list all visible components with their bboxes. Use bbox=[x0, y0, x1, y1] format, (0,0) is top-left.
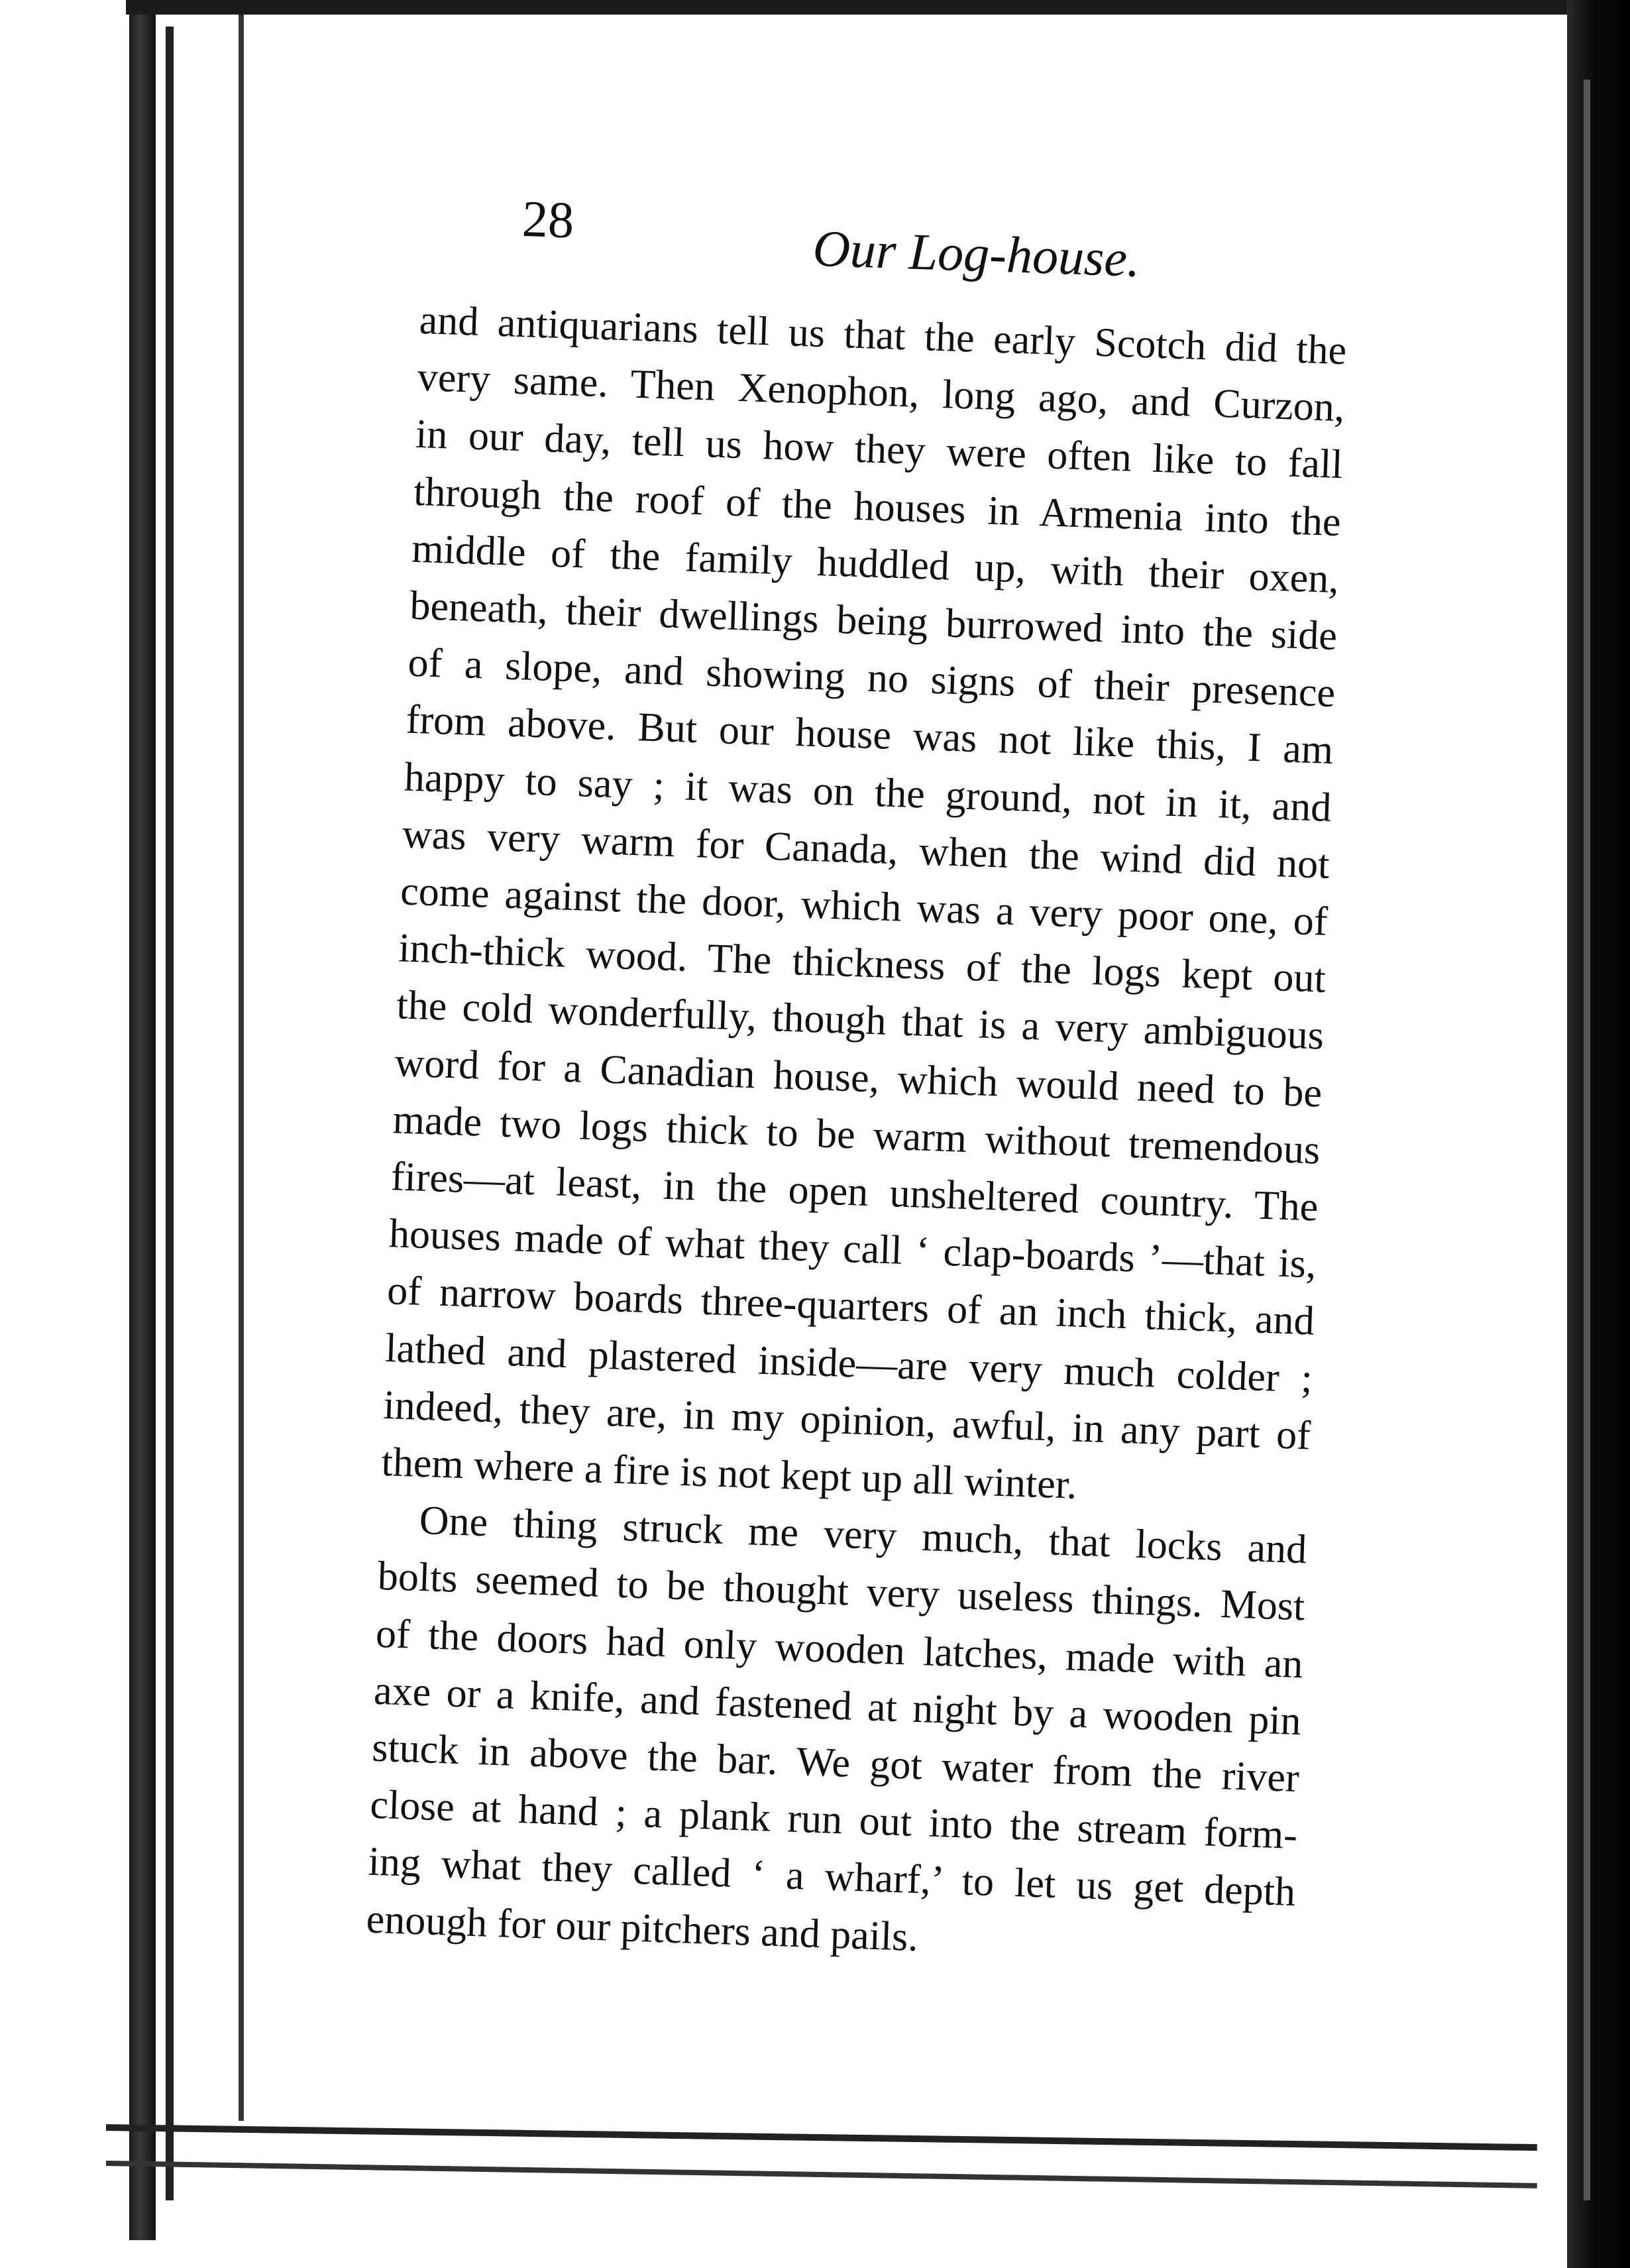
text-line: beneath, their dwellings being burrowed into the side bbox=[409, 583, 1338, 659]
text-line: word for a Canadian house, which would need to be bbox=[394, 1039, 1323, 1116]
binding-shadow bbox=[129, 13, 156, 2240]
text-line: happy to say ; it was on the ground, not in it, and bbox=[403, 754, 1332, 830]
bottom-page-edge bbox=[106, 2124, 1537, 2151]
page-edge-line bbox=[166, 27, 174, 2200]
text-line: of a slope, and showing no signs of their presence bbox=[407, 640, 1336, 716]
page-edge-line bbox=[239, 0, 244, 2121]
text-line: houses made of what they call ‘ clap-boards ’—that is, bbox=[388, 1211, 1317, 1287]
text-line: through the roof of the houses in Armenia into the bbox=[413, 469, 1342, 545]
text-line: the cold wonderfully, though that is a very ambiguous bbox=[396, 982, 1325, 1059]
text-line: lathed and plastered inside—are very much colder ; bbox=[384, 1325, 1313, 1402]
text-line: close at hand ; a plank run out into the stream form- bbox=[369, 1782, 1298, 1858]
text-line: in our day, tell us how they were often like to fall bbox=[415, 412, 1344, 488]
text-line: was very warm for Canada, when the wind did not bbox=[402, 811, 1331, 887]
text-line: bolts seemed to be thought very useless things. Most bbox=[376, 1554, 1306, 1630]
top-scan-edge bbox=[126, 0, 1630, 15]
text-line: axe or a knife, and fastened at night by a wooden pin bbox=[373, 1668, 1302, 1744]
paragraph-1 bbox=[380, 292, 1453, 1525]
text-line: ing what they called ‘ a wharf,’ to let us get depth bbox=[367, 1839, 1297, 1915]
text-line: them where a fire is not kept up all winter. bbox=[380, 1440, 1078, 1508]
right-page-edge-line bbox=[1584, 80, 1590, 2200]
text-line: indeed, they are, in my opinion, awful, in any part of bbox=[382, 1382, 1311, 1459]
text-line: come against the door, which was a very poor one, of bbox=[400, 868, 1329, 944]
text-line: from above. But our house was not like this, I am bbox=[405, 697, 1334, 773]
running-title: Our Log-house. bbox=[812, 219, 1142, 288]
text-line: One thing struck me very much, that locks and bbox=[418, 1498, 1308, 1573]
paragraph-2 bbox=[365, 1491, 1413, 1982]
text-line: enough for our pitchers and pails. bbox=[365, 1896, 919, 1960]
right-scan-edge bbox=[1567, 0, 1630, 2268]
bottom-page-edge bbox=[106, 2161, 1537, 2188]
text-line: very same. Then Xenophon, long ago, and Curzon, bbox=[416, 355, 1346, 431]
text-line: of the doors had only wooden latches, made with an bbox=[375, 1611, 1304, 1687]
text-line: inch-thick wood. The thickness of the logs kept out bbox=[398, 925, 1327, 1001]
text-line: stuck in above the bar. We got water from the river bbox=[371, 1725, 1300, 1801]
text-line: made two logs thick to be warm without tremendous bbox=[392, 1097, 1321, 1173]
page-number: 28 bbox=[521, 189, 575, 249]
text-line: and antiquarians tell us that the early Scotch did the bbox=[418, 297, 1348, 374]
text-line: fires—at least, in the open unsheltered country. The bbox=[390, 1154, 1319, 1230]
text-line: of narrow boards three-quarters of an inch thick, and bbox=[386, 1268, 1315, 1344]
page-text-block bbox=[365, 179, 1457, 1982]
text-line: middle of the family huddled up, with their oxen, bbox=[411, 526, 1340, 602]
